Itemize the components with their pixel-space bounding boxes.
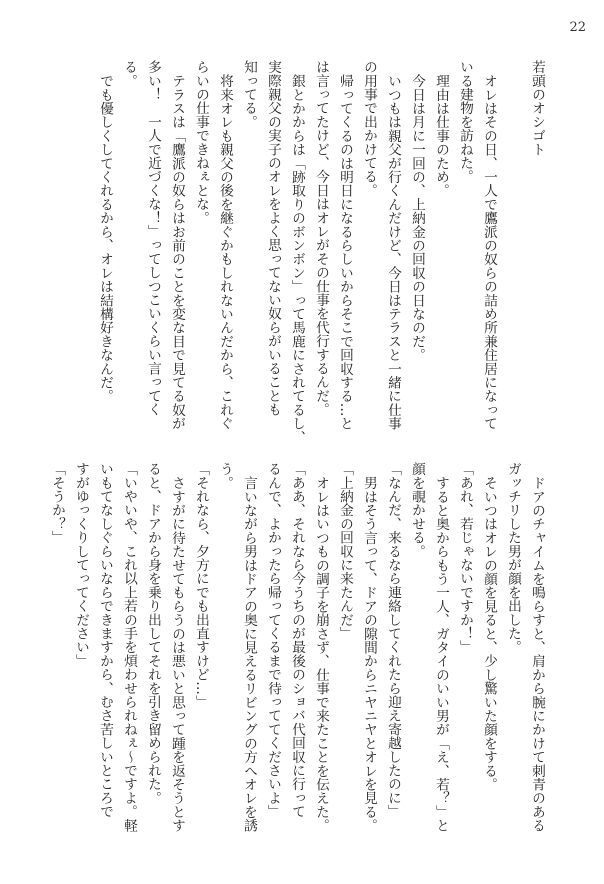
text-line: 言いながら男はドアの奥に見えるリビングの方へオレを誘 — [241, 475, 257, 832]
text-line: る。 — [121, 60, 137, 88]
text-line: の用事で出かけてる。 — [361, 60, 377, 197]
text-line: でも優しくしてくれるから、オレは結構好きなんだ。 — [97, 73, 113, 403]
text-line: ると、ドアから身を乗り出してそれを引き留められた。 — [145, 462, 161, 805]
dialogue-line: るんで、よかったら帰ってくるまで待っててくださいよ」 — [265, 462, 281, 819]
dialogue-line: 「そうか？」 — [49, 462, 65, 545]
upper-text-block — [93, 60, 549, 444]
text-line: テラスは「鷹派の奴らはお前のことを変な目で見てる奴が — [169, 73, 185, 430]
text-line: 帰ってくるのは明日になるらしいからそこで回収する…と — [337, 73, 353, 430]
dialogue-line: 「ああ、それなら今うちのが最後のショバ代回収に行って — [289, 462, 305, 819]
dialogue-line: 「あれ、若じゃないですか！」 — [457, 462, 473, 654]
dialogue-line: 「なんだ、来るなら連絡してくれたら迎え寄越したのに」 — [385, 462, 401, 819]
dialogue-line: すがゆっくりしてってください」 — [73, 462, 89, 668]
text-line: 銀とかからは「跡取りのボンボン」って馬鹿にされてるし、 — [289, 73, 305, 444]
text-line: う。 — [217, 462, 233, 490]
dialogue-line: 「いやいや、これ以上若の手を煩わせられねぇ～ですよ。軽 — [121, 462, 137, 832]
text-line: 実際親父の実子のオレをよく思ってない奴らがいることも — [265, 60, 281, 417]
chapter-title: 若頭のオシゴト — [529, 60, 545, 156]
text-line: 多い！ 一人で近づくな！」ってしつこいくらい言ってく — [145, 60, 161, 417]
lower-text-block — [45, 462, 549, 832]
text-line: すると奥からもう一人、ガタイのいい男が「え、若？」と — [433, 475, 449, 832]
text-line: ドアのチャイムを鳴らすと、肩から腕にかけて刺青のある — [529, 475, 545, 832]
text-line: 理由は仕事のため。 — [433, 73, 449, 197]
text-line: いつもは親父が行くんだけど、今日はテラスと一緒に仕事 — [385, 73, 401, 430]
text-line: ガッチリした男が顔を出した。 — [505, 462, 521, 654]
text-line: 顔を覗かせる。 — [409, 462, 425, 558]
text-line: は言ってたけど、今日はオレがその仕事を代行するんだ。 — [313, 60, 329, 417]
dialogue-line: 「それなら、夕方にでも出直すけど…」 — [193, 462, 209, 709]
text-line: 知ってる。 — [241, 60, 257, 129]
dialogue-line: 「上納金の回収に来たんだ」 — [337, 462, 353, 641]
page-number: 22 — [569, 20, 586, 35]
text-line: 今日は月に一回の、上納金の回収の日なのだ。 — [409, 73, 425, 362]
text-line: 男はそう言って、ドアの隙間からニヤニヤとオレを見る。 — [361, 475, 377, 832]
text-line: さすがに待たせてもらうのは悪いと思って踵を返そうとす — [169, 475, 185, 832]
text-line: 将来オレも親父の後を継ぐかもしれないんだから、これぐ — [217, 73, 233, 430]
text-line: らいの仕事できねぇとな。 — [193, 60, 209, 225]
dialogue-line: いもてなしぐらいならできますから、むさ苦しいところで — [97, 462, 113, 819]
text-line: オレはその日、一人で鷹派の奴らの詰め所兼住居になって — [481, 73, 497, 430]
text-line: そいつはオレの顔を見ると、少し驚いた顔をする。 — [481, 475, 497, 791]
text-line: いる建物を訪ねた。 — [457, 60, 473, 184]
text-line: オレはいつもの調子を崩さず、仕事で来たことを伝えた。 — [313, 475, 329, 832]
